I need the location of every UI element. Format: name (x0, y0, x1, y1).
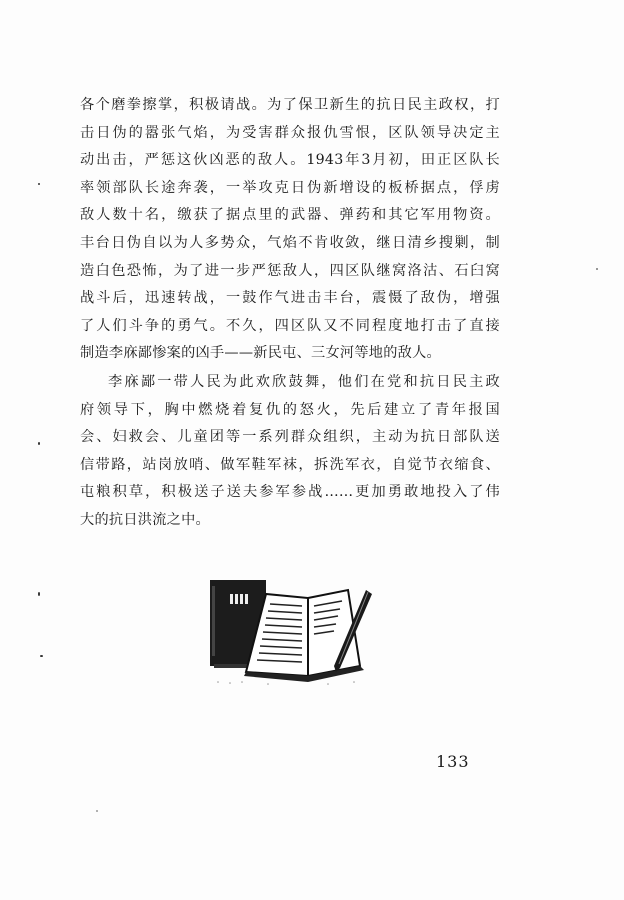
text-line: 大的抗日洪流之中。 (80, 511, 210, 528)
text-line: 击日伪的嚣张气焰，为受害群众报仇雪恨，区队领导决定主 (80, 124, 500, 141)
text-line: 信带路，站岗放哨、做军鞋军袜，拆洗军衣，自觉节衣缩食、 (80, 456, 500, 473)
text-line: 敌人数十名，缴获了据点里的武器、弹药和其它军用物资。 (80, 207, 500, 224)
text-line: 李庥鄙一带人民为此欢欣鼓舞，他们在党和抗日民主政 (108, 373, 500, 390)
paragraph-1 (80, 92, 500, 368)
scan-speck (40, 655, 43, 657)
scan-speck (596, 268, 598, 270)
scan-speck (38, 183, 40, 185)
text-line: 了人们斗争的勇气。不久，四区队又不同程度地打击了直接 (80, 317, 500, 334)
scan-speck (96, 810, 98, 812)
open-book-and-pen-icon (208, 572, 378, 688)
text-line: 屯粮积草，积极送子送夫参军参战……更加勇敢地投入了伟 (80, 484, 500, 501)
body-text (80, 92, 500, 535)
text-line: 率领部队长途奔袭，一举攻克日伪新增设的板桥据点，俘虏 (80, 179, 500, 196)
text-line: 制造李庥鄙惨案的凶手——新民屯、三女河等地的敌人。 (80, 345, 441, 362)
text-line: 府领导下，胸中燃烧着复仇的怒火，先后建立了青年报国 (80, 401, 500, 418)
text-line: 造白色恐怖，为了进一步严惩敌人，四区队继窝洛沽、石臼窝 (80, 262, 500, 279)
text-line: 会、妇救会、儿童团等一系列群众组织，主动为抗日部队送 (80, 429, 500, 446)
text-line: 动出击，严惩这伙凶恶的敌人。1943年3月初，田正区队长 (80, 152, 500, 169)
paragraph-2 (80, 369, 500, 535)
text-line: 各个磨拳擦掌，积极请战。为了保卫新生的抗日民主政权，打 (80, 97, 500, 113)
page-number: 133 (436, 752, 470, 771)
text-line: 战斗后，迅速转战，一鼓作气进击丰台，震慑了敌伪，增强 (80, 290, 500, 307)
text-line: 丰台日伪自以为人多势众，气焰不肯收敛，继日清乡搜剿，制 (80, 234, 500, 251)
scan-speck (38, 442, 40, 445)
scan-speck (38, 592, 40, 596)
